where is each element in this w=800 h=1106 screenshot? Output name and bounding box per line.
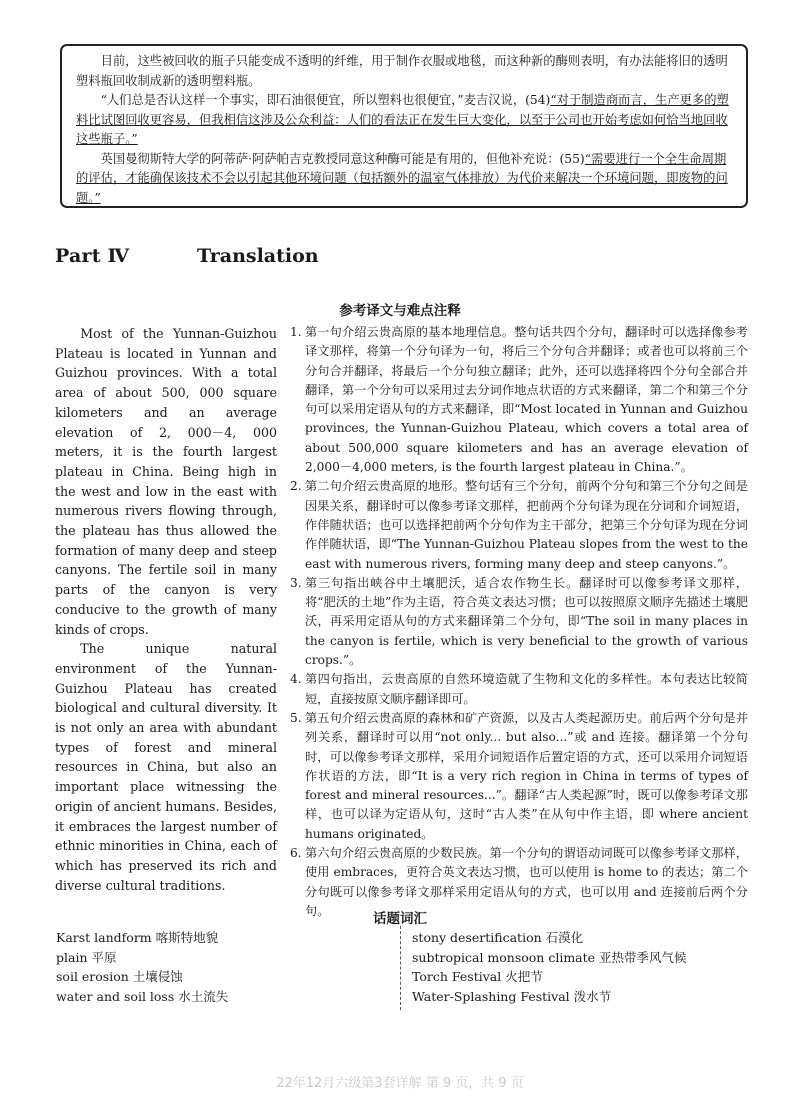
note-text: 第五句介绍云贵高原的森林和矿产资源，以及古人类起源历史。前后两个分句是并列关系，翻译时可以用“not only... but also...”或 and 连接。翻译第一个分句时，可以像参考译文那样，采用介词短语作后置定语的方式，还可以采用介词短语作状语的方法，即“It is a very rich region in China in terms of types of forest and mineral resources...”。翻译“古人类起源”时，既可以像参考译文那样，也可以译为定语从句，这时“古人类”在从句中作主语，即 where ancient humans originated。: [305, 710, 748, 841]
passage-paragraph: 目前，这些被回收的瓶子只能变成不透明的纤维，用于制作衣服或地毯，而这种新的酶则表明，有办法能将旧的透明塑料瓶回收制成新的透明塑料瓶。: [76, 54, 728, 88]
vocab-item: water and soil loss 水土流失: [56, 988, 229, 1004]
vocab-list-left: [56, 928, 228, 1006]
vocab-item: Water-Splashing Festival 泼水节: [412, 988, 612, 1004]
note-item: [290, 709, 748, 844]
vocab-title: 话题词汇: [373, 911, 427, 927]
vocab-item: stony desertification 石漠化: [412, 930, 584, 945]
note-number: 3.: [290, 575, 302, 590]
note-number: 1.: [290, 325, 302, 339]
note-item: [290, 477, 748, 573]
note-number: 6.: [290, 846, 302, 861]
underlined-sentence-55: “需要进行一个全生命周期的评估，才能确保该技术不会以引起其他环境问题（包括额外的温室气体排放）为代价来解决一个环境问题，即废物的问题。”: [76, 151, 728, 205]
passage-paragraph: [76, 150, 734, 209]
note-item: [290, 574, 748, 670]
vocab-item: subtropical monsoon climate 亚热带季风气候: [412, 949, 687, 965]
passage-paragraph: [76, 91, 734, 150]
vocab-item: plain 平原: [56, 949, 117, 965]
note-text: 第一句介绍云贵高原的基本地理信息。整句话共四个分句，翻译时可以选择像参考译文那样，将第一个分句译为一句，将后三个分句合并翻译；或者也可以将前三个分句合并翻译，将最后一个分句独立翻译；此外，还可以选择将四个分句全部合并翻译，第一个分句可以采用过去分词作地点状语的方式来翻译，第二个和第三个分句可以采用定语从句的方式来翻译，即“Most located in Yunnan and Guizhou provinces, the Yunnan-Guizhou Plateau, which covers a total area of about 500,000 square kilometers and has an average elevation of 2,000－4,000 meters, is the fourth largest plateau in China.”。: [305, 325, 748, 475]
page-footer: 22年12月六级第3套详解 第 9 页，共 9 页: [276, 1076, 524, 1091]
note-item: [290, 323, 748, 477]
translation-notes: [290, 323, 748, 921]
section-title: 参考译文与难点注释: [339, 303, 461, 319]
note-number: 2.: [290, 479, 302, 494]
passage-text: “人们总是否认这样一个事实，即石油很便宜，所以塑料也很便宜，”麦吉汉说，(54): [100, 93, 551, 107]
note-text: 第四句指出，云贵高原的自然环境造就了生物和文化的多样性。本句表达比较简短，直接按原文顺序翻译即可。: [305, 672, 748, 706]
passage-text: 英国曼彻斯特大学的阿蒂萨·阿萨帕吉克教授同意这种酶可能是有用的，但他补充说：(55): [100, 151, 585, 166]
vocab-list-right: [412, 928, 687, 1006]
vocab-item: Karst landform 喀斯特地貌: [56, 930, 219, 945]
english-translation: [55, 324, 277, 895]
vocab-item: soil erosion 土壤侵蚀: [56, 969, 183, 984]
note-number: 4.: [290, 672, 302, 687]
note-text: 第六句介绍云贵高原的少数民族。第一个分句的谓语动词既可以像参考译文那样，使用 embraces，更符合英文表达习惯，也可以使用 is home to 的表达；第二个分句既可以像参考译文那样采用定语从句的方式，也可以用 and 连接前后两个分句。: [305, 846, 748, 918]
note-number: 5.: [290, 710, 302, 725]
part-title: Translation: [197, 245, 319, 267]
translation-paragraph: Most of the Yunnan-Guizhou Plateau is located in Yunnan and Guizhou provinces. With a total area of about 500, 000 square kilometers and an average elevation of 2, 000－4, 000 meters, it is the fourth largest plateau in China. Being high in the west and low in the east with numerous rivers flowing through, the plateau has thus allowed the formation of many deep and steep canyons. The fertile soil in many parts of the canyon is very conducive to the growth of many kinds of crops.: [55, 326, 277, 637]
vocab-item: Torch Festival 火把节: [412, 969, 543, 984]
vocab-divider: [400, 926, 401, 1010]
underlined-sentence-54: “对于制造商而言，生产更多的塑料比试图回收更容易，但我相信这涉及公众利益：人们的看法正在发生巨大变化，以至于公司也开始考虑如何恰当地回收这些瓶子。”: [76, 93, 729, 146]
translation-paragraph: The unique natural environment of the Yunnan-Guizhou Plateau has created biological and cultural diversity. It is not only an area with abundant types of forest and mineral resources in China, but also an important place witnessing the origin of ancient humans. Besides, it embraces the largest number of ethnic minorities in China, each of which has preserved its rich and diverse cultural traditions.: [55, 641, 277, 893]
part-label: Part Ⅳ: [55, 245, 130, 267]
note-text: 第三句指出峡谷中土壤肥沃，适合农作物生长。翻译时可以像参考译文那样，将“肥沃的土地”作为主语，符合英文表达习惯；也可以按照原文顺序先描述土壤肥沃，再采用定语从句的方式来翻译第二个分句，即“The soil in many places in the canyon is fertile, which is very beneficial to the growth of various crops.”。: [305, 575, 748, 668]
passage-box: [60, 44, 748, 208]
note-text: 第二句介绍云贵高原的地形。整句话有三个分句，前两个分句和第三个分句之间是因果关系，翻译时可以像参考译文那样，把前两个分句译为现在分词和介词短语，作伴随状语；也可以选择把前两个分句作为主干部分，把第三个分句译为现在分词作伴随状语，即“The Yunnan-Guizhou Plateau slopes from the west to the east with numerous rivers, forming many deep and steep canyons.”。: [305, 479, 748, 571]
note-item: [290, 670, 748, 709]
